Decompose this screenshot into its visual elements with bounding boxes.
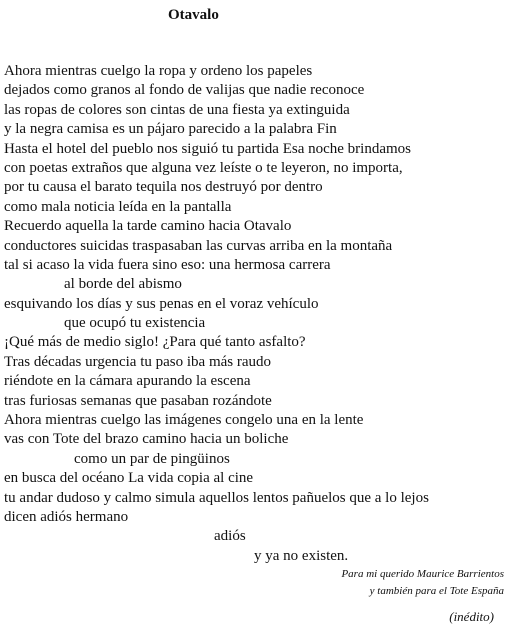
poem-line: Ahora mientras cuelgo las imágenes congelo una en la lente: [4, 412, 364, 429]
poem-body: [4, 62, 526, 566]
poem-line: Hasta el hotel del pueblo nos siguió tu partida Esa noche brindamos: [4, 140, 411, 157]
poem-line: tras furiosas semanas que pasaban rozándote: [4, 392, 272, 409]
poem-line: por tu causa el barato tequila nos destruyó por dentro: [4, 179, 323, 196]
poem-line: Ahora mientras cuelgo la ropa y ordeno los papeles: [4, 63, 313, 79]
poem-line-indented: al borde del abismo: [64, 276, 182, 293]
poem-title: Otavalo: [168, 7, 219, 23]
poem-line: tal si acaso la vida fuera sino eso: una hermosa carrera: [4, 256, 331, 273]
poem-line: tu andar dudoso y calmo simula aquellos lentos pañuelos que a lo lejos: [4, 489, 429, 506]
dedication-line: y también para el Tote España: [369, 585, 504, 597]
poem-line: vas con Tote del brazo camino hacia un boliche: [4, 431, 289, 448]
poem-line: Recuerdo aquella la tarde camino hacia Otavalo: [4, 218, 292, 235]
poem-line: esquivando los días y sus penas en el voraz vehículo: [4, 295, 319, 312]
poem-line: Tras décadas urgencia tu paso iba más raudo: [4, 353, 272, 370]
publication-status: (inédito): [449, 609, 494, 624]
poem-line: y la negra camisa es un pájaro parecido a la palabra Fin: [4, 121, 337, 138]
poem-line: riéndote en la cámara apurando la escena: [4, 373, 251, 390]
dedication: [341, 566, 504, 600]
poem-line-indented: y ya no existen.: [254, 547, 349, 564]
poem-line: dejados como granos al fondo de valijas que nadie reconoce: [4, 82, 365, 99]
poem-line: ¡Qué más de medio siglo! ¿Para qué tanto asfalto?: [4, 334, 306, 351]
poem-line: con poetas extraños que alguna vez leíste o te leyeron, no importa,: [4, 159, 403, 176]
poem-line-indented: que ocupó tu existencia: [64, 315, 206, 332]
poem-line-indented: adiós: [214, 528, 246, 545]
poem-line: como mala noticia leída en la pantalla: [4, 198, 232, 215]
poem-line: conductores suicidas traspasaban las curvas arriba en la montaña: [4, 237, 393, 254]
poem-line: las ropas de colores son cintas de una fiesta ya extinguida: [4, 101, 350, 118]
dedication-line: Para mi querido Maurice Barrientos: [341, 568, 504, 580]
poem-line: dicen adiós hermano: [4, 508, 129, 525]
poem-line-indented: como un par de pingüinos: [74, 450, 230, 467]
poem-line: en busca del océano La vida copia al cine: [4, 470, 254, 487]
